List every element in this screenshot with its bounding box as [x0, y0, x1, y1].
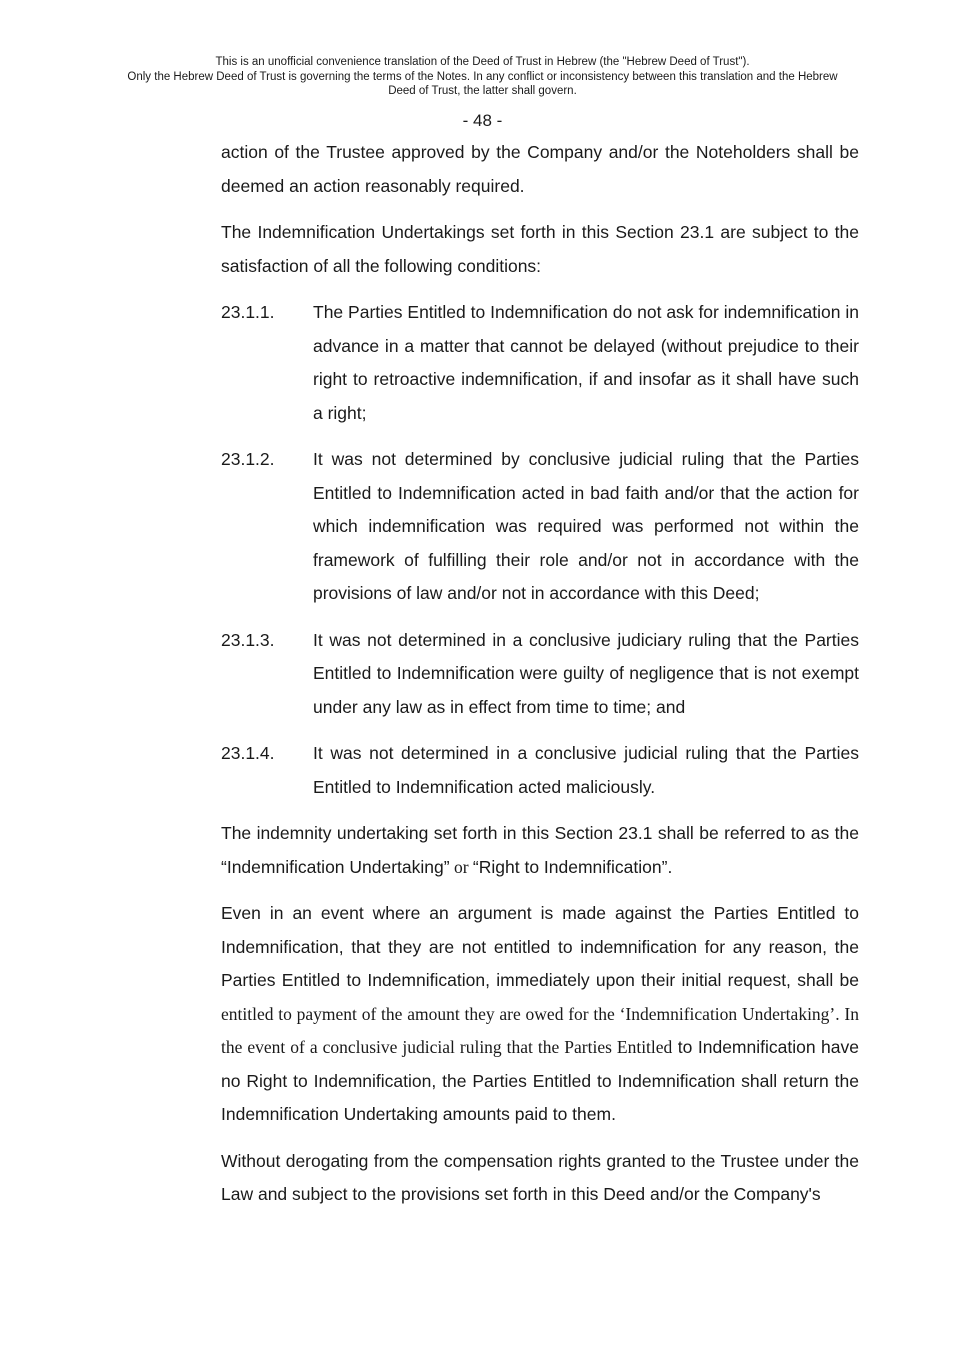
clause-text: The Parties Entitled to Indemnification do not ask for indemnification in advance in a matter that cannot be delayed (without prejudice to their right to retroactive indemnification, if and insofar as it shall have such a right; [313, 302, 859, 423]
clause-23-1-2 [221, 443, 859, 611]
disclaimer-line-3: Deed of Trust, the latter shall govern. [388, 85, 577, 97]
definition-or: or [449, 856, 473, 877]
disclaimer-line-1: This is an unofficial convenience translation of the Deed of Trust in Hebrew (the "Hebrew Deed of Trust"). [215, 56, 750, 68]
clause-text: It was not determined in a conclusive judicial ruling that the Parties Entitled to Indemnification acted maliciously. [313, 743, 859, 797]
clause-number: 23.1.3. [221, 629, 275, 650]
definition-text-b: “Right to Indemnification”. [472, 856, 673, 877]
payment-text-serif: entitled to payment of the amount they are owed for the ‘Indemnification Undertaking’. In the event of a conclusive judicial ruling that the Parties Entitled [221, 1003, 859, 1057]
clause-23-1-1 [221, 296, 859, 430]
disclaimer-line-2: Only the Hebrew Deed of Trust is governing the terms of the Notes. In any conflict or inconsistency between this translation and the Hebrew [127, 70, 838, 83]
document-body [221, 136, 859, 1225]
paragraph-continuation: action of the Trustee approved by the Company and/or the Noteholders shall be deemed an action reasonably required. [221, 142, 859, 196]
paragraph-conditions-intro: The Indemnification Undertakings set forth in this Section 23.1 are subject to the satisfaction of all the following conditions: [221, 222, 859, 276]
translation-disclaimer-header [0, 55, 965, 99]
payment-text-a: Even in an event where an argument is made against the Parties Entitled to Indemnification, that they are not entitled to indemnification for any reason, the Parties Entitled to Indemnification, immediately upon their initial request, shall be [221, 903, 859, 990]
clause-23-1-3 [221, 624, 859, 725]
definition-text-a: The indemnity undertaking set forth in this Section 23.1 shall be referred to as the “Indemnification Undertaking” [221, 823, 859, 877]
clause-23-1-4 [221, 737, 859, 804]
payment-text-b: to Indemnification have no Right to Indemnification, the Parties Entitled to Indemnification shall return the Indemnification Undertaking amounts paid to them. [221, 1037, 859, 1124]
paragraph-payment-on-request [221, 897, 859, 1132]
clause-number: 23.1.1. [221, 302, 275, 322]
clause-text: It was not determined in a conclusive judiciary ruling that the Parties Entitled to Indemnification were guilty of negligence that is not exempt under any law as in effect from time to time; and [313, 629, 859, 717]
clause-number: 23.1.2. [221, 449, 275, 469]
paragraph-compensation-rights: Without derogating from the compensation rights granted to the Trustee under the Law and subject to the provisions set forth in this Deed and/or the Company's [221, 1150, 859, 1204]
paragraph-indemnification-definition [221, 817, 859, 884]
clause-text: It was not determined by conclusive judicial ruling that the Parties Entitled to Indemnification acted in bad faith and/or that the action for which indemnification was required was performed not within the framework of fulfilling their role and/or not in accordance with the provisions of law and/or not in accordance with this Deed; [313, 449, 859, 603]
clause-number: 23.1.4. [221, 743, 275, 763]
page-number: - 48 - [462, 111, 503, 130]
